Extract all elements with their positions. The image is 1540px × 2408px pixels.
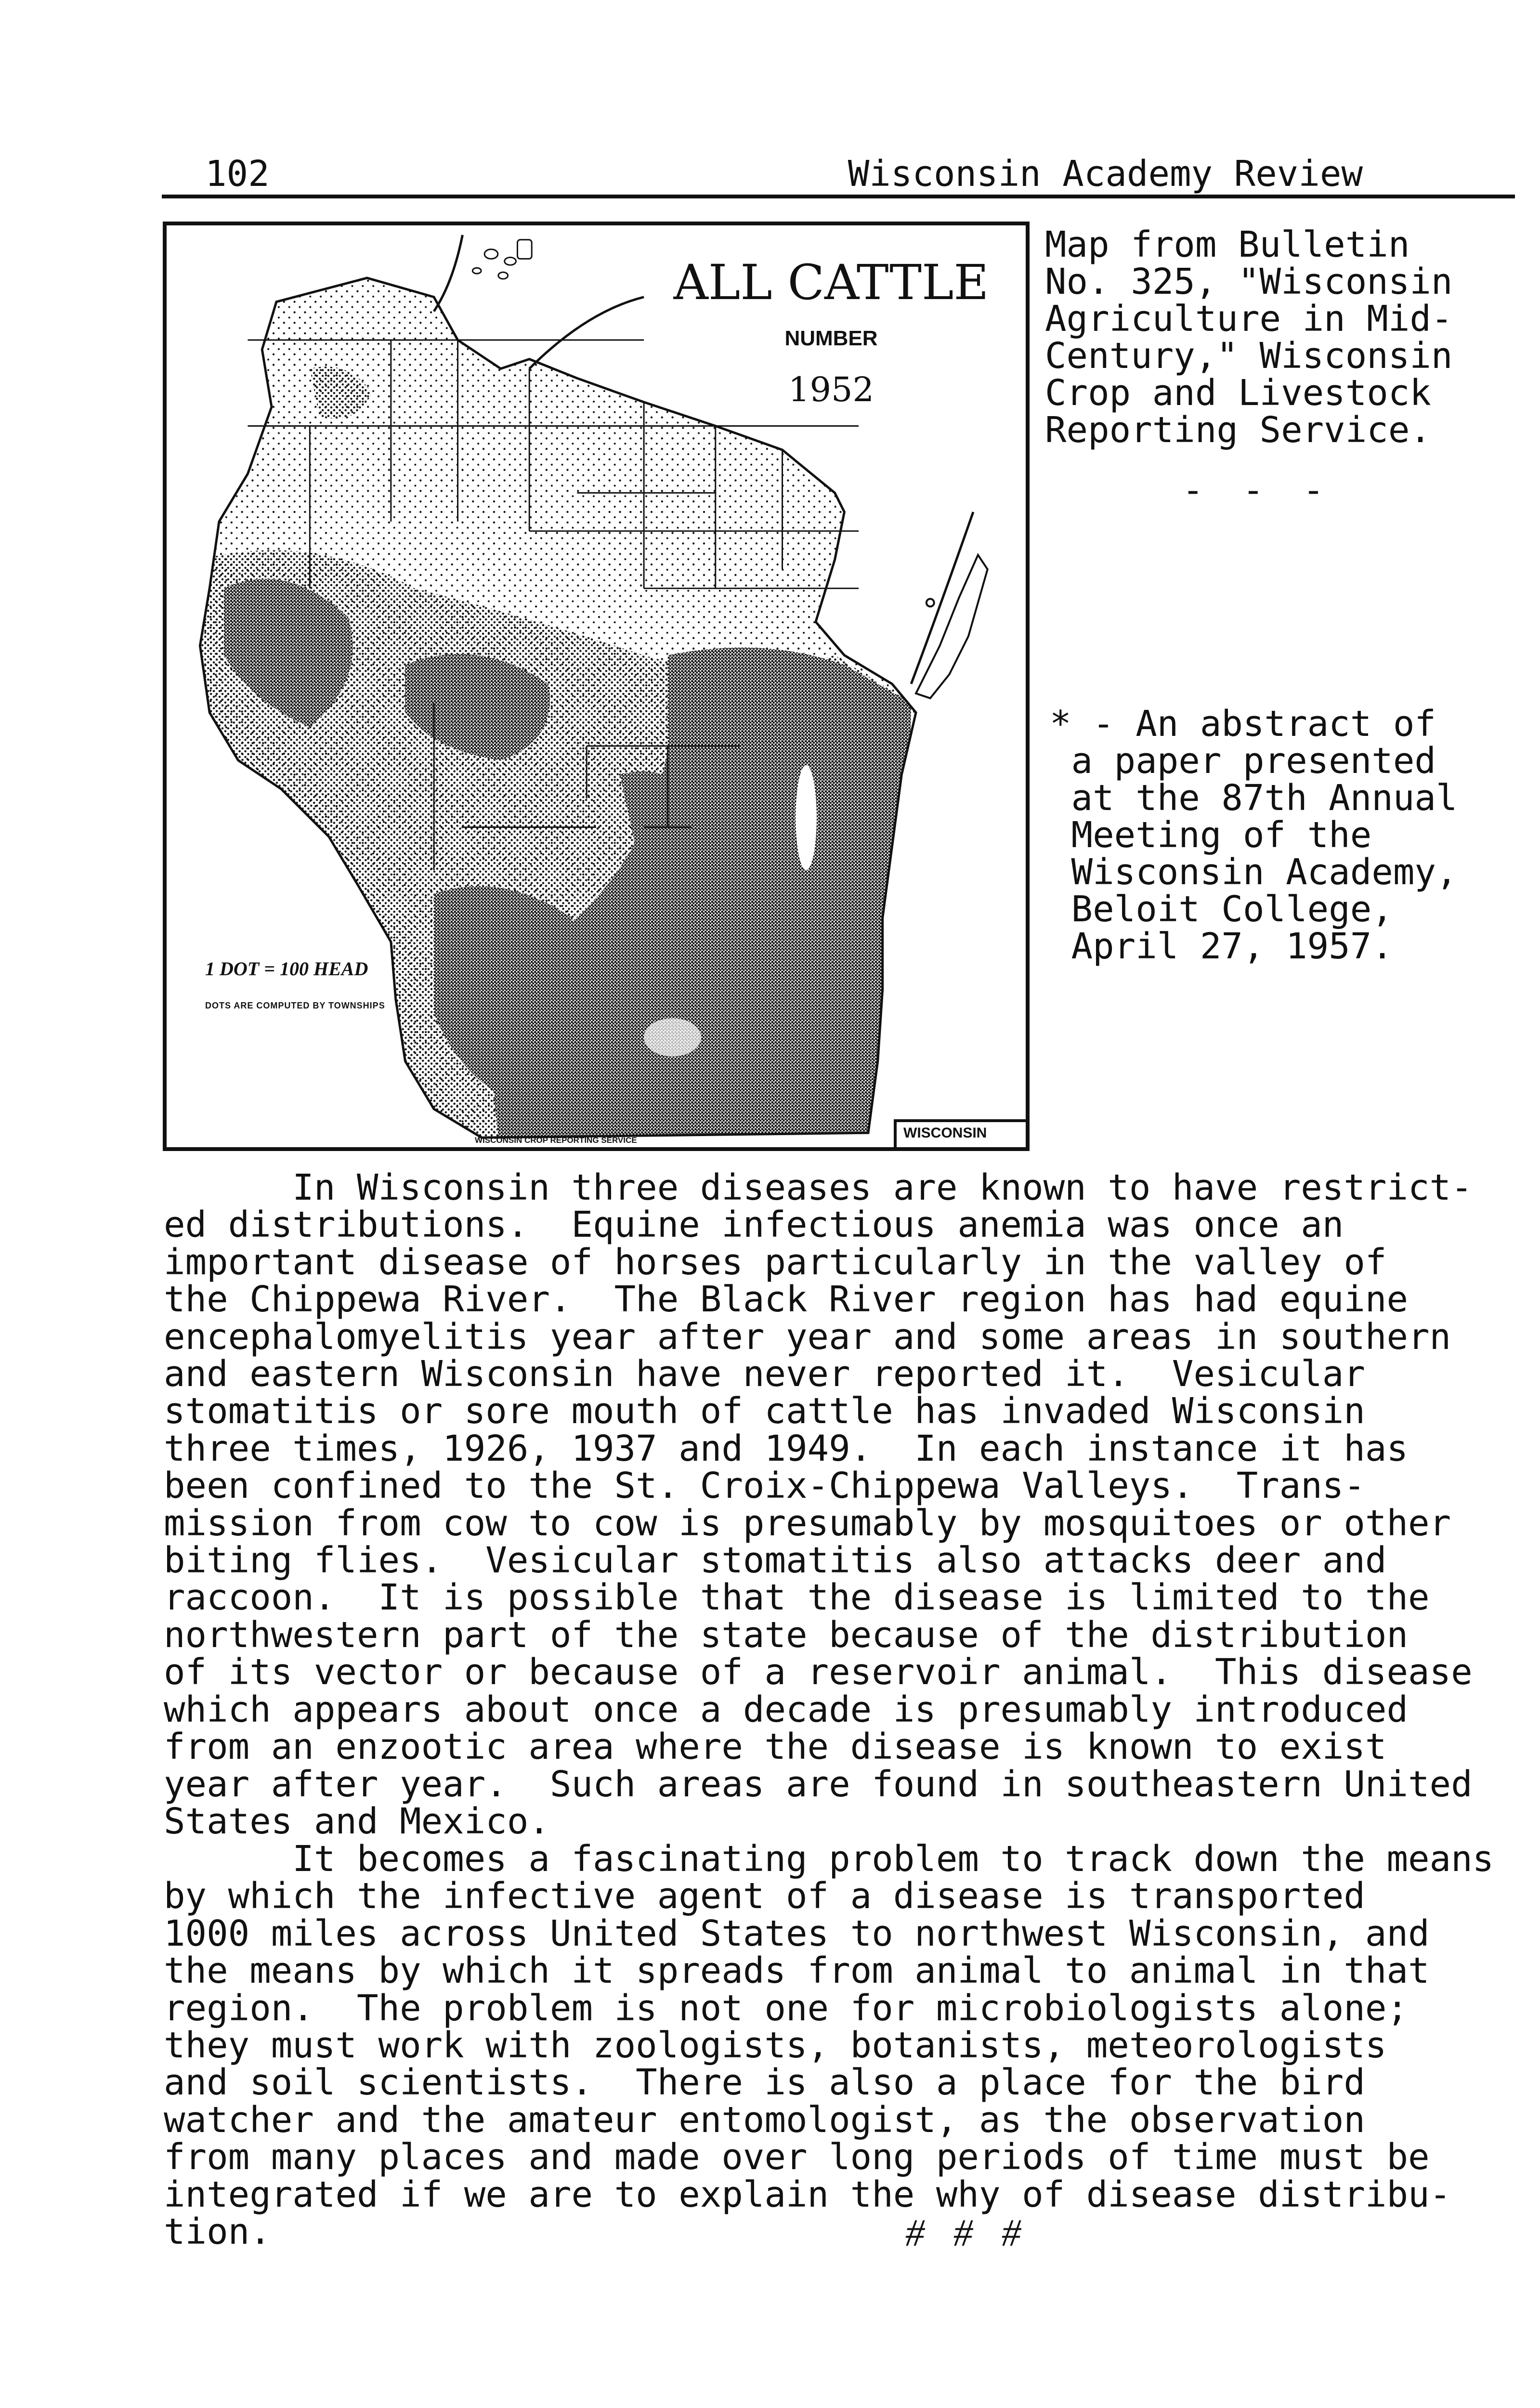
door-peninsula	[916, 555, 988, 698]
map-state-label: WISCONSIN	[903, 1125, 987, 1141]
cattle-map	[163, 222, 1030, 1151]
map-source-label: WISCONSIN CROP REPORTING SERVICE	[475, 1136, 637, 1145]
journal-title: Wisconsin Academy Review	[848, 153, 1363, 195]
map-note: DOTS ARE COMPUTED BY TOWNSHIPS	[205, 1001, 385, 1010]
map-year: 1952	[788, 370, 874, 409]
body-paragraph-2: It becomes a fascinating problem to track down the means by which the infective agent of a disease is transported 1000 miles across United States to northwest Wisconsin, and the means by which it spreads from animal to animal in that region. The problem is not one for microbiologists alone; they must work with zoologists, botanists, meteorologists and soil scientists. There is also a place for the bird watcher and the amateur entomologist, as the observation from many places and made over long periods of time must be integrated if we are to explain the why of disease distribu- tion.	[164, 1838, 1494, 2253]
map-title: ALL CATTLE	[673, 254, 989, 311]
caption-separator: - - -	[1182, 470, 1333, 511]
header-rule	[162, 195, 1515, 198]
page-header	[162, 153, 1363, 196]
abstract-footnote: * - An abstract of a paper presented at the 87th Annual Meeting of the Wisconsin Academy, Beloit College, April 27, 1957.	[1050, 703, 1458, 967]
end-mark: # # #	[905, 2212, 1031, 2254]
apostle-islands	[472, 240, 532, 279]
map-legend: 1 DOT = 100 HEAD	[205, 958, 368, 980]
map-caption: Map from Bulletin No. 325, "Wisconsin Agriculture in Mid- Century," Wisconsin Crop and Livestock Reporting Service.	[1045, 224, 1453, 451]
body-paragraph-1: In Wisconsin three diseases are known to have restrict- ed distributions. Equine infectious anemia was once an important disease of horses particularly in the valley of the Chippewa River. The Black River region has had equine encephalomyelitis year after year and some areas in southern and eastern Wisconsin have never reported it. Vesicular stomatitis or sore mouth of cattle has invaded Wisconsin three times, 1926, 1937 and 1949. In each instance it has been confined to the St. Croix-Chippewa Valleys. Trans- mission from cow to cow is presumably by mosquitoes or other biting flies. Vesicular stomatitis also attacks deer and raccoon. It is possible that the disease is limited to the northwestern part of the state because of the distribution of its vector or because of a reservoir animal. This disease which appears about once a decade is presumably introduced from an enzootic area where the disease is known to exist year after year. Such areas are found in southeastern United States and Mexico.	[164, 1167, 1473, 1842]
page-number: 102	[205, 153, 270, 195]
map-subtitle: NUMBER	[784, 327, 878, 350]
